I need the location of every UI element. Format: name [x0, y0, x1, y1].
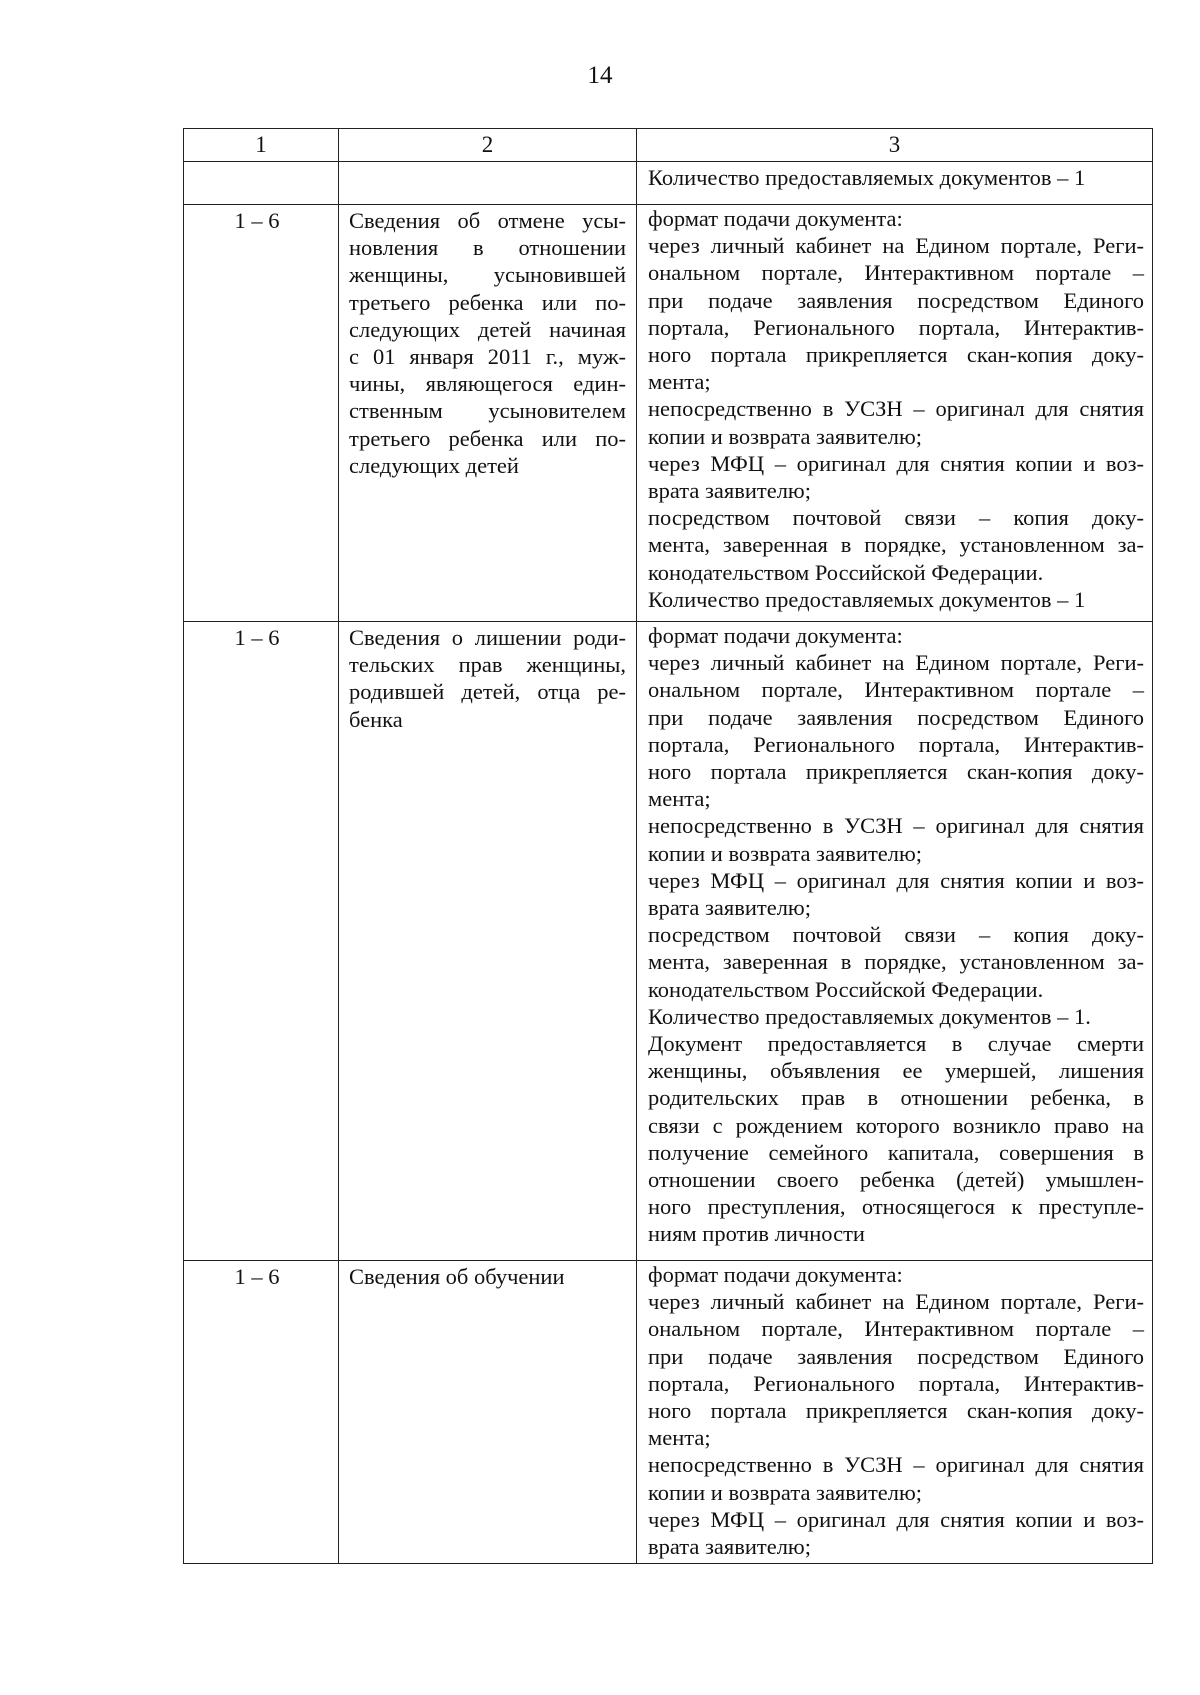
- name-line: Сведения об обучении: [349, 1264, 565, 1289]
- document-name: [339, 162, 637, 205]
- description-line: через МФЦ – оригинал для снятия копии и воз-: [648, 450, 1144, 476]
- description-line: ного портала прикрепляется скан-копия доку-: [648, 759, 1144, 785]
- description-line: посредством почтовой связи – копия доку-: [648, 505, 1144, 531]
- name-line: бенка: [349, 706, 403, 732]
- table-row: [184, 162, 1153, 205]
- name-line: Сведения об отмене усы-: [349, 208, 626, 233]
- description-line: через МФЦ – оригинал для снятия копии и воз-: [648, 867, 1144, 893]
- description-line: конодательством Российской Федерации.: [648, 559, 1044, 585]
- description-line: Количество предоставляемых документов – 1.: [648, 1003, 1091, 1029]
- document-name: [339, 1261, 637, 1564]
- description-line: ного портала прикрепляется скан-копия доку-: [648, 1398, 1144, 1424]
- name-line: родившей детей, отца ре-: [349, 679, 626, 705]
- description-line: портала, Регионального портала, Интерактив-: [648, 1370, 1144, 1396]
- header-col-2: 2: [339, 129, 637, 162]
- description-line: при подаче заявления посредством Единого: [648, 287, 1144, 313]
- header-col-1: 1: [184, 129, 339, 162]
- name-line: следующих детей: [349, 452, 519, 478]
- description-line: ональном портале, Интерактивном портале –: [648, 1316, 1144, 1342]
- description-line: ного преступления, относящегося к преступле-: [648, 1194, 1144, 1220]
- description-line: мента, заверенная в порядке, установленном за-: [648, 532, 1144, 558]
- name-line: Сведения о лишении роди-: [349, 625, 626, 650]
- description-line: формат подачи документа:: [648, 1262, 903, 1287]
- header-col-3: 3: [637, 129, 1153, 162]
- description-line: непосредственно в УСЗН – оригинал для снятия: [648, 813, 1144, 839]
- description-line: ональном портале, Интерактивном портале –: [648, 260, 1144, 286]
- description-line: посредством почтовой связи – копия доку-: [648, 922, 1144, 948]
- description-line: через личный кабинет на Едином портале, Реги-: [648, 233, 1144, 259]
- table-row: [184, 1261, 1153, 1564]
- description-line: копии и возврата заявителю;: [648, 423, 923, 449]
- name-line: чины, являющегося един-: [349, 371, 626, 397]
- name-line: ственным усыновителем: [349, 398, 626, 424]
- documents-table: [183, 128, 1153, 1564]
- table-row: [184, 622, 1153, 1261]
- document-description: [637, 622, 1153, 1261]
- description-line: при подаче заявления посредством Единого: [648, 1343, 1144, 1369]
- description-line: через личный кабинет на Едином портале, Реги-: [648, 650, 1144, 676]
- row-number: 1 – 6: [184, 1261, 339, 1564]
- table-header-row: [184, 129, 1153, 162]
- row-number: 1 – 6: [184, 205, 339, 622]
- table-row: [184, 205, 1153, 622]
- description-line: при подаче заявления посредством Единого: [648, 704, 1144, 730]
- document-description: [637, 1261, 1153, 1564]
- description-line: портала, Регионального портала, Интерактив-: [648, 731, 1144, 757]
- row-number: [184, 162, 339, 205]
- description-line: ональном портале, Интерактивном портале –: [648, 677, 1144, 703]
- description-line: врата заявителю;: [648, 478, 811, 504]
- name-line: третьего ребенка или по-: [349, 289, 626, 315]
- description-line: Количество предоставляемых документов – 1: [648, 586, 1086, 612]
- description-line: копии и возврата заявителю;: [648, 1479, 923, 1505]
- description-line: непосредственно в УСЗН – оригинал для снятия: [648, 1452, 1144, 1478]
- name-line: новления в отношении: [349, 235, 626, 261]
- description-line: через МФЦ – оригинал для снятия копии и воз-: [648, 1506, 1144, 1532]
- description-line: копии и возврата заявителю;: [648, 840, 923, 866]
- description-line: получение семейного капитала, совершения в: [648, 1139, 1144, 1165]
- description-line: ного портала прикрепляется скан-копия доку-: [648, 342, 1144, 368]
- description-line: портала, Регионального портала, Интерактив-: [648, 314, 1144, 340]
- description-line: Документ предоставляется в случае смерти: [648, 1031, 1144, 1057]
- name-line: с 01 января 2011 г., муж-: [349, 344, 626, 370]
- description-line: мента;: [648, 1425, 711, 1451]
- document-name: [339, 622, 637, 1261]
- description-line: родительских прав в отношении ребенка, в: [648, 1085, 1144, 1111]
- document-description: [637, 162, 1153, 205]
- description-line: формат подачи документа:: [648, 206, 903, 231]
- page-number: 14: [587, 62, 613, 89]
- document-name: [339, 205, 637, 622]
- name-line: третьего ребенка или по-: [349, 425, 626, 451]
- name-line: женщины, усыновившей: [349, 262, 626, 288]
- description-line: врата заявителю;: [648, 895, 811, 921]
- description-line: формат подачи документа:: [648, 623, 903, 648]
- description-line: через личный кабинет на Едином портале, Реги-: [648, 1289, 1144, 1315]
- description-line: мента;: [648, 369, 711, 395]
- description-line: непосредственно в УСЗН – оригинал для снятия: [648, 396, 1144, 422]
- description-line: ниям против личности: [648, 1221, 865, 1247]
- description-line: женщины, объявления ее умершей, лишения: [648, 1058, 1144, 1084]
- description-line: Количество предоставляемых документов – 1: [648, 165, 1086, 190]
- description-line: связи с рождением которого возникло право на: [648, 1112, 1144, 1138]
- description-line: мента, заверенная в порядке, установленном за-: [648, 949, 1144, 975]
- description-line: отношении своего ребенка (детей) умышлен-: [648, 1167, 1144, 1193]
- name-line: тельских прав женщины,: [349, 652, 626, 678]
- document-description: [637, 205, 1153, 622]
- description-line: конодательством Российской Федерации.: [648, 976, 1044, 1002]
- description-line: врата заявителю;: [648, 1534, 811, 1560]
- name-line: следующих детей начиная: [349, 316, 626, 342]
- row-number: 1 – 6: [184, 622, 339, 1261]
- description-line: мента;: [648, 786, 711, 812]
